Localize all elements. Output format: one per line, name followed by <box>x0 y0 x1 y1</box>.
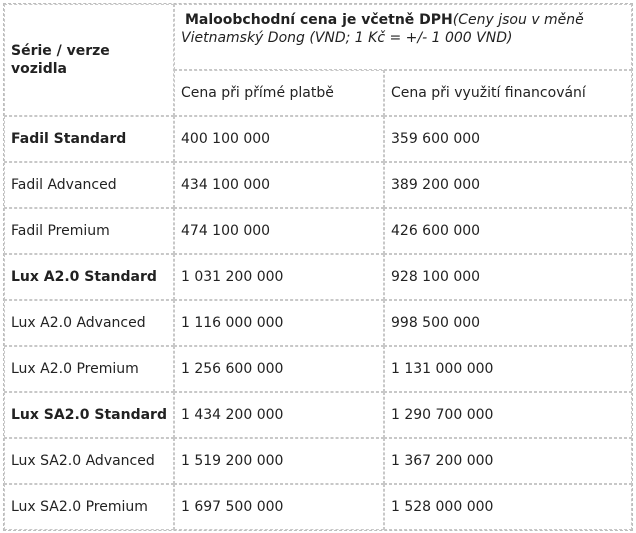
table-row <box>4 116 632 162</box>
financing-price: 426 600 000 <box>384 208 632 254</box>
direct-price: 434 100 000 <box>174 162 384 208</box>
financing-price: 1 367 200 000 <box>384 438 632 484</box>
vehicle-version: Lux A2.0 Standard <box>4 254 174 300</box>
price-table <box>3 3 633 531</box>
price-header-bold: Maloobchodní cena je včetně DPH <box>185 12 453 28</box>
price-table-container <box>3 3 633 531</box>
table-row <box>4 392 632 438</box>
financing-price: 998 500 000 <box>384 300 632 346</box>
table-row <box>4 300 632 346</box>
vehicle-version: Lux SA2.0 Premium <box>4 484 174 530</box>
financing-price: 1 131 000 000 <box>384 346 632 392</box>
vehicle-version: Fadil Advanced <box>4 162 174 208</box>
table-body <box>4 116 632 530</box>
direct-price: 1 697 500 000 <box>174 484 384 530</box>
vehicle-version: Fadil Premium <box>4 208 174 254</box>
table-row <box>4 254 632 300</box>
table-row <box>4 346 632 392</box>
table-header-row <box>4 4 632 70</box>
financing-price: 1 528 000 000 <box>384 484 632 530</box>
vehicle-version: Lux SA2.0 Standard <box>4 392 174 438</box>
direct-price: 1 434 200 000 <box>174 392 384 438</box>
financing-price: 1 290 700 000 <box>384 392 632 438</box>
table-row <box>4 208 632 254</box>
table-row <box>4 162 632 208</box>
direct-price: 400 100 000 <box>174 116 384 162</box>
financing-price: 359 600 000 <box>384 116 632 162</box>
financing-price: 928 100 000 <box>384 254 632 300</box>
vehicle-version: Lux SA2.0 Advanced <box>4 438 174 484</box>
financing-header: Cena při využití financování <box>384 70 632 116</box>
direct-price: 1 031 200 000 <box>174 254 384 300</box>
table-row <box>4 484 632 530</box>
direct-payment-header: Cena při přímé platbě <box>174 70 384 116</box>
price-header <box>174 4 632 70</box>
direct-price: 1 519 200 000 <box>174 438 384 484</box>
direct-price: 1 256 600 000 <box>174 346 384 392</box>
direct-price: 1 116 000 000 <box>174 300 384 346</box>
vehicle-version: Fadil Standard <box>4 116 174 162</box>
direct-price: 474 100 000 <box>174 208 384 254</box>
vehicle-version: Lux A2.0 Advanced <box>4 300 174 346</box>
vehicle-version: Lux A2.0 Premium <box>4 346 174 392</box>
price-header-italic: (Ceny jsou v měně Vietnamský Dong (VND; 1 Kč = +/- 1 000 VND) <box>181 12 584 46</box>
financing-price: 389 200 000 <box>384 162 632 208</box>
series-header: Série / verze vozidla <box>4 4 174 116</box>
table-row <box>4 438 632 484</box>
